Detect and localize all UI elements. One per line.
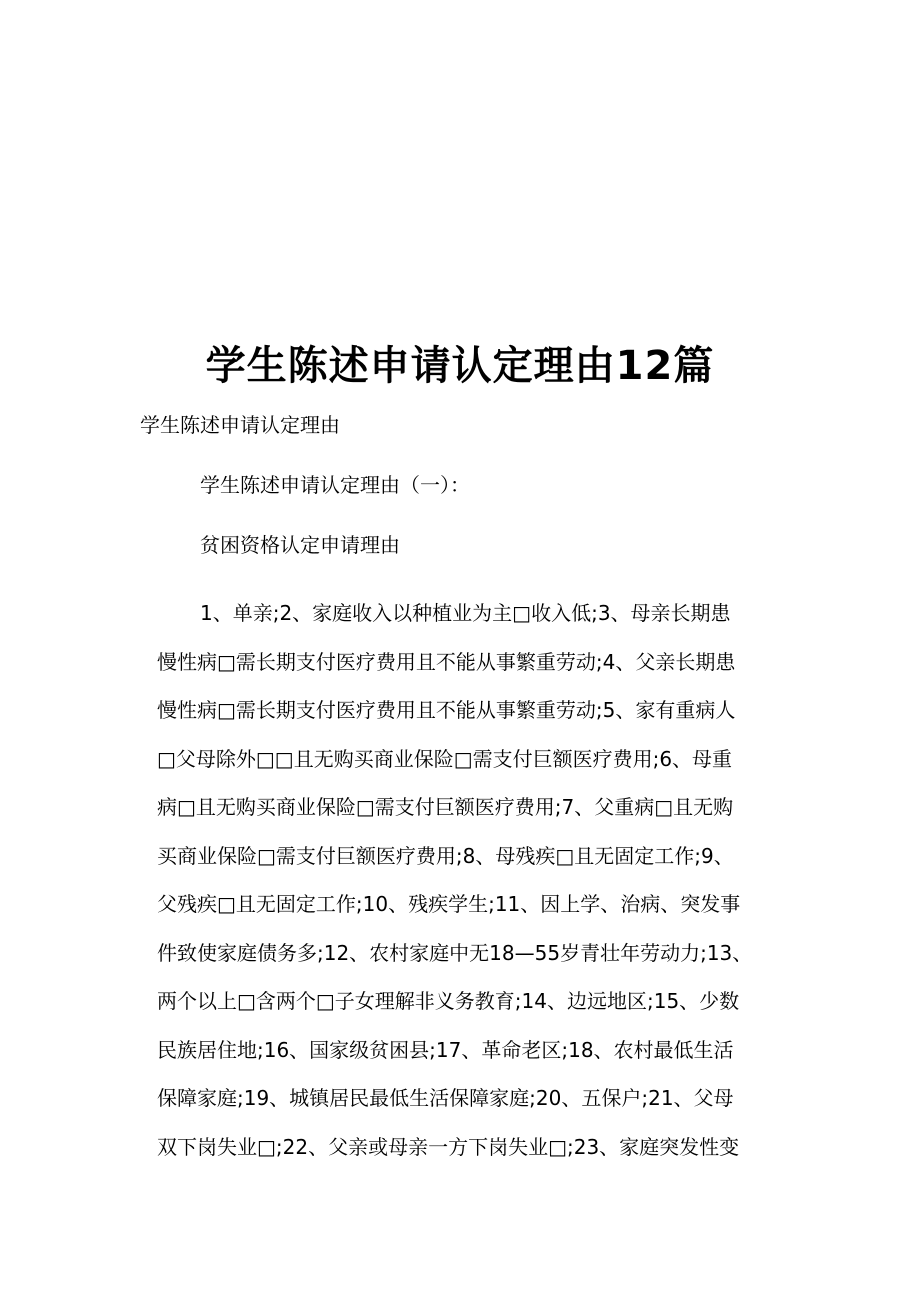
body-line: 两个以上□含两个□子女理解非义务教育;14、边远地区;15、少数 [157,989,740,1013]
body-line: 1、单亲;2、家庭收入以种植业为主□收入低;3、母亲长期患 [200,601,731,625]
body-line: 慢性病□需长期支付医疗费用且不能从事繁重劳动;5、家有重病人 [157,698,736,722]
body-line: □父母除外□□且无购买商业保险□需支付巨额医疗费用;6、母重 [157,746,733,771]
body-paragraph [157,589,787,1171]
body-line: 双下岗失业□;22、父亲或母亲一方下岗失业□;23、家庭突发性变 [157,1134,740,1159]
body-line: 父残疾□且无固定工作;10、残疾学生;11、因上学、治病、突发事 [157,892,741,916]
document-title: 学生陈述申请认定理由12篇 [205,343,715,389]
body-line: 慢性病□需长期支付医疗费用且不能从事繁重劳动;4、父亲长期患 [157,649,736,674]
section-heading: 学生陈述申请认定理由（一）： [200,473,470,497]
body-line: 买商业保险□需支付巨额医疗费用;8、母残疾□且无固定工作;9、 [157,843,734,868]
body-line: 病□且无购买商业保险□需支付巨额医疗费用;7、父重病□且无购 [157,795,734,819]
body-line: 件致使家庭债务多;12、农村家庭中无18—55岁青壮年劳动力;13、 [157,940,753,965]
document-subtitle: 学生陈述申请认定理由 [140,413,340,437]
body-line: 民族居住地;16、国家级贫困县;17、革命老区;18、农村最低生活 [157,1037,734,1062]
section-subheading: 贫困资格认定申请理由 [200,533,400,557]
body-line: 保障家庭;19、城镇居民最低生活保障家庭;20、五保户;21、父母 [157,1086,734,1110]
